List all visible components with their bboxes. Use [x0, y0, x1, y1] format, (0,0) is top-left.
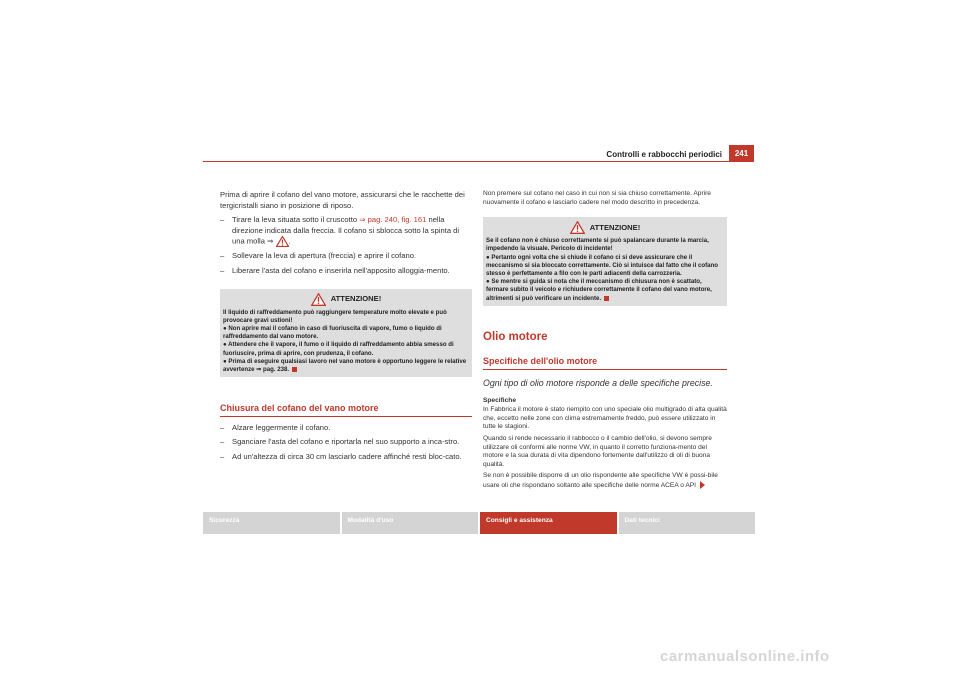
step-text: .	[288, 236, 291, 246]
body-paragraph: Se non è possibile disporre di un olio rispondente alle specifiche VW è possi-bile usare oli che rispondano soltanto alle specifiche delle norme ACEA o API	[483, 472, 718, 489]
intro-paragraph: Non premere sul cofano nel caso in cui non si sia chiuso correttamente. Aprire nuovamente il cofano e lasciarlo cadere nel modo descritto in precedenza.	[483, 190, 711, 206]
step-item	[220, 266, 472, 277]
header-rule	[203, 161, 753, 162]
section-tabs	[203, 512, 755, 534]
dash: –	[220, 422, 225, 432]
section-intro: Ogni tipo di olio motore risponde a delle specifiche precise.	[483, 378, 713, 388]
warning-lead: Se il cofano non è chiuso correttamente si può spalancare durante la marcia, impedendo la visuale. Pericolo di incidente!	[486, 237, 709, 253]
warning-icon	[570, 221, 585, 234]
tab-dati-tecnici[interactable]: Dati tecnici	[619, 512, 756, 534]
step-text: Tirare la leva situata sotto il cruscotto	[232, 215, 360, 225]
watermark: carmanualsonline.info	[660, 648, 830, 665]
section-title: Specifiche dell'olio motore	[483, 356, 727, 370]
spec-label: Specifiche	[483, 396, 516, 404]
warning-bullet: ● Pertanto ogni volta che si chiude il cofano ci si deve assicurare che il meccanismo si sia bloccato correttamente. Ciò si intuisce dal fatto che il cofano stesso è perfettamente a filo con le parti adiacenti della carrozzeria.	[486, 253, 718, 277]
dash: –	[220, 452, 225, 462]
end-marker	[292, 367, 297, 372]
step-item	[220, 251, 472, 262]
page-link[interactable]: ⇒ pag. 240, fig. 161	[359, 215, 427, 225]
step-text: Liberare l'asta del cofano e inserirla nell'apposito alloggia-mento.	[232, 266, 450, 276]
tab-consigli-assistenza[interactable]: Consigli e assistenza	[480, 512, 617, 534]
step-text: Ad un'altezza di circa 30 cm lasciarlo cadere affinché resti bloc-cato.	[232, 452, 462, 462]
dash: –	[220, 437, 225, 447]
warning-bullet: ● Attendere che il vapore, il fumo o il liquido di raffreddamento abbia smesso di fuoriuscire, prima di aprire, con prudenza, il cofano.	[223, 341, 454, 357]
step-text: nella direzione indicata dalla freccia. Il cofano si sblocca sotto la spinta di una molla ⇒	[232, 215, 460, 246]
left-column	[220, 190, 472, 463]
chapter-title: Olio motore	[483, 330, 548, 343]
warning-title: ATTENZIONE!	[589, 222, 641, 232]
continue-arrow-icon	[700, 481, 705, 489]
end-marker	[604, 296, 609, 301]
warning-title: ATTENZIONE!	[330, 294, 382, 304]
running-header: Controlli e rabbocchi periodici	[606, 150, 722, 159]
warning-lead: Il liquido di raffreddamento può raggiungere temperature molto elevate e può provocare gravi ustioni!	[223, 308, 447, 324]
warning-header	[223, 292, 469, 307]
step-item	[220, 215, 472, 247]
tab-modalita-duso[interactable]: Modalità d'uso	[342, 512, 479, 534]
warning-box	[483, 217, 727, 306]
warning-icon	[276, 236, 289, 247]
step-text: Alzare leggermente il cofano.	[232, 422, 331, 432]
step-item	[220, 452, 472, 463]
warning-bullet: ● Non aprire mai il cofano in caso di fuoriuscita di vapore, fumo o liquido di raffreddamento dal vano motore.	[223, 325, 442, 341]
step-item	[220, 423, 472, 434]
warning-icon	[311, 293, 326, 306]
right-column	[483, 190, 727, 490]
step-text: Sganciare l'asta del cofano e riportarla nel suo supporto a inca-stro.	[232, 437, 460, 447]
warning-header	[486, 220, 724, 235]
step-item	[220, 437, 472, 448]
step-text: Sollevare la leva di apertura (freccia) e aprire il cofano.	[232, 251, 417, 261]
warning-bullet: ● Se mentre si guida si nota che il meccanismo di chiusura non è scattato, fermare subito il veicolo e richiudere correttamente il cofano del vano motore, altrimenti si può verificare un incidente.	[486, 278, 712, 302]
section-title: Chiusura del cofano del vano motore	[220, 403, 472, 417]
body-paragraph: Quando si rende necessario il rabbocco o il cambio dell'olio, si devono sempre utilizzare oli conformi alle norme VW, in quanto il corretto funziona-mento del motore e la sua durata di vita dipendono fortemente dall'utilizzo di oli di buona qualità.	[483, 434, 712, 468]
warning-bullet: ● Prima di eseguire qualsiasi lavoro nel vano motore è opportuno leggere le relative avvertenze ⇒ pag. 238.	[223, 357, 467, 374]
dash: –	[220, 251, 225, 261]
intro-paragraph: Prima di aprire il cofano del vano motore, assicurarsi che le racchette dei tergicristalli siano in posizione di riposo.	[220, 190, 465, 210]
dash: –	[220, 215, 225, 225]
warning-box	[220, 289, 472, 378]
dash: –	[220, 266, 225, 276]
page-number: 241	[729, 145, 754, 162]
body-paragraph: In Fabbrica il motore è stato riempito con uno speciale olio multigrado di alta qualità che, eccetto nelle zone con clima estremamente freddo, può essere utilizzato in tutte le stagioni.	[483, 406, 727, 431]
tab-sicurezza[interactable]: Sicurezza	[203, 512, 340, 534]
